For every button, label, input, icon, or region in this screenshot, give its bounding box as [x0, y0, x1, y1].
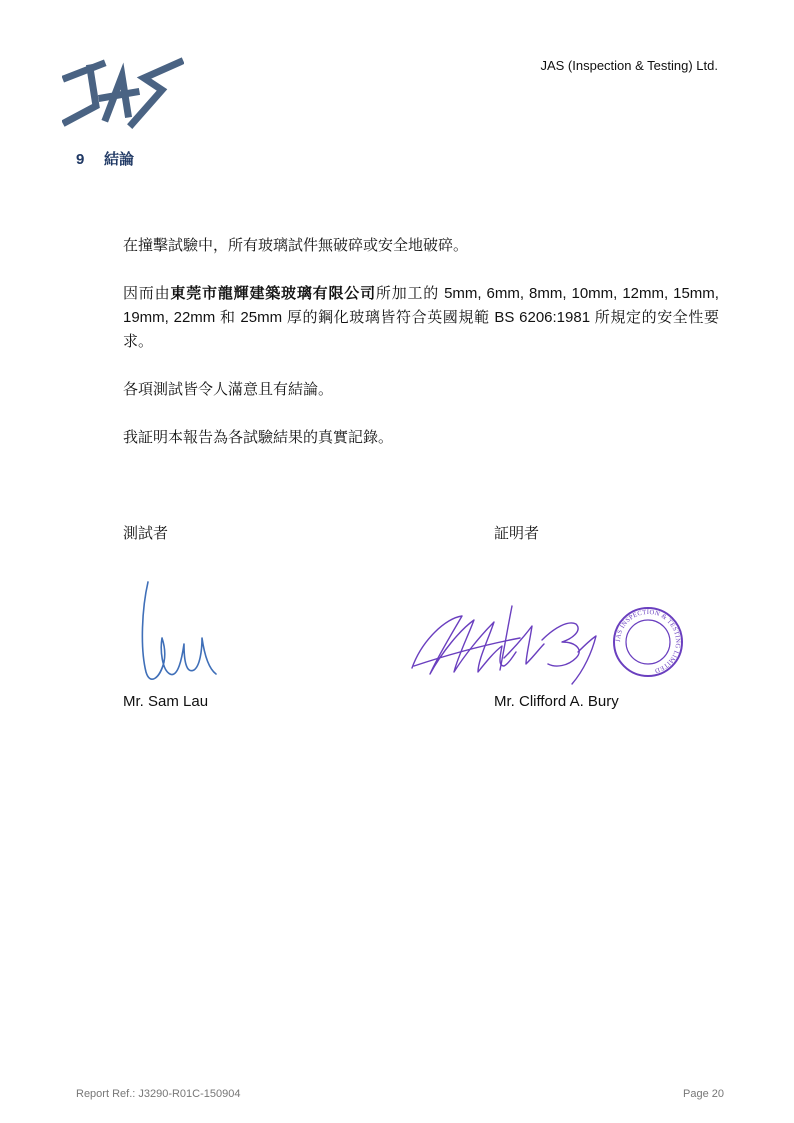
conclusion-paragraph-2: [123, 282, 719, 354]
conclusion-paragraph-1: 在撞擊試驗中，所有玻璃試件無破碎或安全地破碎。: [123, 237, 469, 254]
paragraph-2-prefix: 因而由: [123, 285, 171, 302]
report-reference: Report Ref.: J3290-R01C-150904: [76, 1088, 241, 1100]
certifier-name: Mr. Clifford A. Bury: [494, 693, 619, 710]
conclusion-paragraph-4: 我証明本報告為各試驗結果的真實記錄。: [123, 429, 394, 446]
section-heading: [76, 148, 134, 169]
company-highlight: 東莞市龍輝建築玻璃有限公司: [170, 285, 376, 302]
certifier-role-label: 証明者: [494, 525, 540, 542]
conclusion-paragraph-3: 各項測試皆令人滿意且有結論。: [123, 381, 334, 398]
company-seal: [612, 606, 684, 678]
page-number: Page 20: [683, 1088, 724, 1100]
certifier-signature: [408, 600, 604, 690]
section-number: 9: [76, 151, 85, 168]
tester-role-label: 測試者: [123, 525, 169, 542]
tester-signature: [140, 578, 220, 686]
paragraph-2-rest: 所加工的 5mm, 6mm, 8mm, 10mm, 12mm, 15mm, 19mm, 22mm 和 25mm 厚的鋼化玻璃皆符合英國規範 BS 6206:1981 所規定的安全性要求。: [123, 285, 719, 350]
svg-text:JAS INSPECTION & TESTING LIMIT: JAS INSPECTION & TESTING LIMITED: [614, 608, 682, 675]
tester-name: Mr. Sam Lau: [123, 693, 209, 710]
section-title: 結論: [104, 151, 135, 168]
jas-logo: [62, 56, 184, 132]
company-name: JAS (Inspection & Testing) Ltd.: [540, 58, 718, 73]
